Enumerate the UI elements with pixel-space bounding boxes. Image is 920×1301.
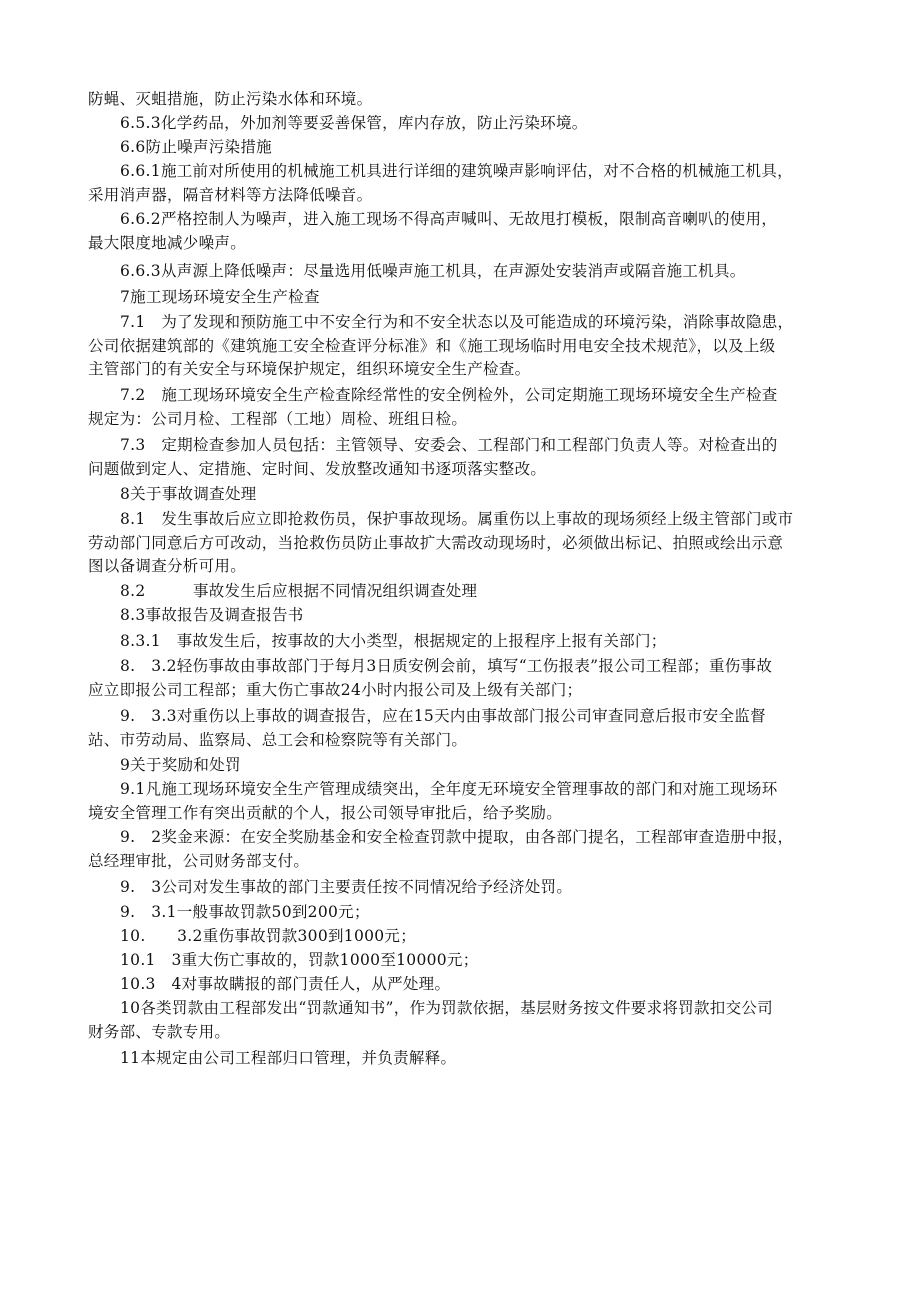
text-line: 主管部门的有关安全与环境保护规定，组织环境安全生产检查。 [88, 360, 531, 378]
text-line: 6.6.2严格控制人为噪声，进入施工现场不得高声喊叫、无故甩打模板，限制高音喇叭的使用， [120, 210, 778, 228]
paragraph-8-2 [88, 580, 833, 604]
text-line: 问题做到定人、定措施、定时间、发放整改通知书逐项落实整改。 [88, 459, 547, 478]
paragraph-9-3-3 [88, 705, 833, 752]
text-line: 10.3 4对事故瞒报的部门责任人，从严处理。 [120, 975, 451, 993]
text-line: 应立即报公司工程部；重大伤亡事故24小时内报公司及上级有关部门； [88, 680, 583, 699]
text-line: 8.3.1 事故发生后，按事故的大小类型，根据规定的上报程序上报有关部门； [120, 632, 667, 650]
text-line: 9. 3.1一般事故罚款50到200元； [120, 903, 370, 921]
text-line: 7.1 为了发现和预防施工中不安全行为和不安全状态以及可能造成的环境污染，消除事故隐患， [120, 313, 794, 331]
text-line: 8. 3.2轻伤事故由事故部门于每月3日质安例会前，填写“工伤报表”报公司工程部；重伤事故 [120, 657, 773, 675]
text-line: 7.3 定期检查参加人员包括：主管领导、安委会、工程部门和工程部门负责人等。对检查出的 [120, 436, 778, 454]
text-line: 公司依据建筑部的《建筑施工安全检查评分标准》和《施工现场临时用电安全技术规范》，以及上级 [88, 336, 776, 355]
text-line: 9. 2奖金来源：在安全奖励基金和安全检查罚款中提取，由各部门提名，工程部审查造册中报， [120, 828, 794, 846]
text-line: 11本规定由公司工程部归口管理，并负责解释。 [120, 1049, 457, 1067]
text-line: 10各类罚款由工程部发出“罚款通知书”，作为罚款依据，基层财务按文件要求将罚款扣交公司 [120, 999, 773, 1017]
text-line: 站、市劳动局、监察局、总工会和检察院等有关部门。 [88, 730, 468, 749]
paragraph-8-3-2 [88, 655, 833, 702]
text-line: 境安全管理工作有突出贡献的个人，报公司领导审批后，给予奖励。 [88, 803, 563, 822]
paragraph-6-5-3 [88, 112, 833, 136]
text-line: 8.1 发生事故后应立即抢救伤员，保护事故现场。属重伤以上事故的现场须经上级主管部门或市 [120, 510, 794, 528]
text-line: 7施工现场环境安全生产检查 [120, 288, 320, 306]
paragraph-10-3-2 [88, 925, 833, 949]
paragraph-7-3 [88, 434, 833, 481]
text-line: 9关于奖励和处罚 [120, 756, 241, 774]
text-line: 9.1凡施工现场环境安全生产管理成绩突出，全年度无环境安全管理事故的部门和对施工现场环 [120, 780, 778, 798]
text-line: 10.1 3重大伤亡事故的，罚款1000至10000元； [120, 951, 479, 969]
paragraph-7-2 [88, 384, 833, 431]
paragraph-10 [88, 997, 833, 1044]
text-line: 6.6.1施工前对所使用的机械施工机具进行详细的建筑噪声影响评估，对不合格的机械施工机具， [120, 162, 793, 180]
heading-8 [88, 483, 833, 507]
heading-6-6 [88, 136, 833, 160]
paragraph-7-1 [88, 311, 833, 382]
text-line: 8.2 事故发生后应根据不同情况组织调查处理 [120, 582, 478, 600]
paragraph-9-3 [88, 876, 833, 900]
text-line: 9. 3.3对重伤以上事故的调查报告，应在15天内由事故部门报公司审查同意后报市安全监督 [120, 707, 766, 725]
heading-9 [88, 754, 833, 778]
paragraph-10-1-3 [88, 949, 833, 973]
text-line: 8.3事故报告及调查报告书 [120, 606, 304, 624]
paragraph-8-3-1 [88, 630, 833, 654]
text-line: 总经理审批，公司财务部支付。 [88, 851, 310, 870]
text-line: 规定为：公司月检、工程部（工地）周检、班组日检。 [88, 409, 468, 428]
heading-8-3 [88, 604, 833, 628]
text-line: 6.6.3从声源上降低噪声：尽量选用低噪声施工机具，在声源处安装消声或隔音施工机具。 [120, 262, 746, 280]
paragraph-9-3-1 [88, 901, 833, 925]
paragraph-8-1 [88, 508, 833, 579]
text-line: 8关于事故调查处理 [120, 485, 257, 503]
text-line: 10. 3.2重伤事故罚款300到1000元； [120, 927, 417, 945]
text-line: 采用消声器，隔音材料等方法降低噪音。 [88, 185, 373, 204]
text-line: 财务部、专款专用。 [88, 1022, 231, 1041]
text-line: 7.2 施工现场环境安全生产检查除经常性的安全例检外，公司定期施工现场环境安全生产检查 [120, 386, 778, 404]
paragraph-6-6-3 [88, 260, 833, 284]
paragraph-10-3-4 [88, 973, 833, 997]
paragraph-11 [88, 1047, 833, 1071]
paragraph-9-2 [88, 826, 833, 873]
text-line: 劳动部门同意后方可改动，当抢救伤员防止事故扩大需改动现场时，必须做出标记、拍照或绘出示意 [88, 533, 784, 552]
paragraph-6-6-1 [88, 160, 833, 207]
heading-7 [88, 286, 833, 310]
text-line: 图以备调查分析可用。 [88, 557, 247, 575]
text-line: 最大限度地减少噪声。 [88, 233, 247, 252]
paragraph-9-1 [88, 778, 833, 825]
text-line: 6.6防止噪声污染措施 [120, 138, 272, 156]
paragraph-6-6-2 [88, 208, 833, 255]
text-line: 9. 3公司对发生事故的部门主要责任按不同情况给予经济处罚。 [120, 878, 573, 896]
text-line: 6.5.3化学药品，外加剂等要妥善保管，库内存放，防止污染环境。 [120, 114, 588, 132]
text-line: 防蝇、灭蛆措施，防止污染水体和环境。 [88, 90, 373, 108]
paragraph-6-5-2-cont [88, 88, 833, 112]
